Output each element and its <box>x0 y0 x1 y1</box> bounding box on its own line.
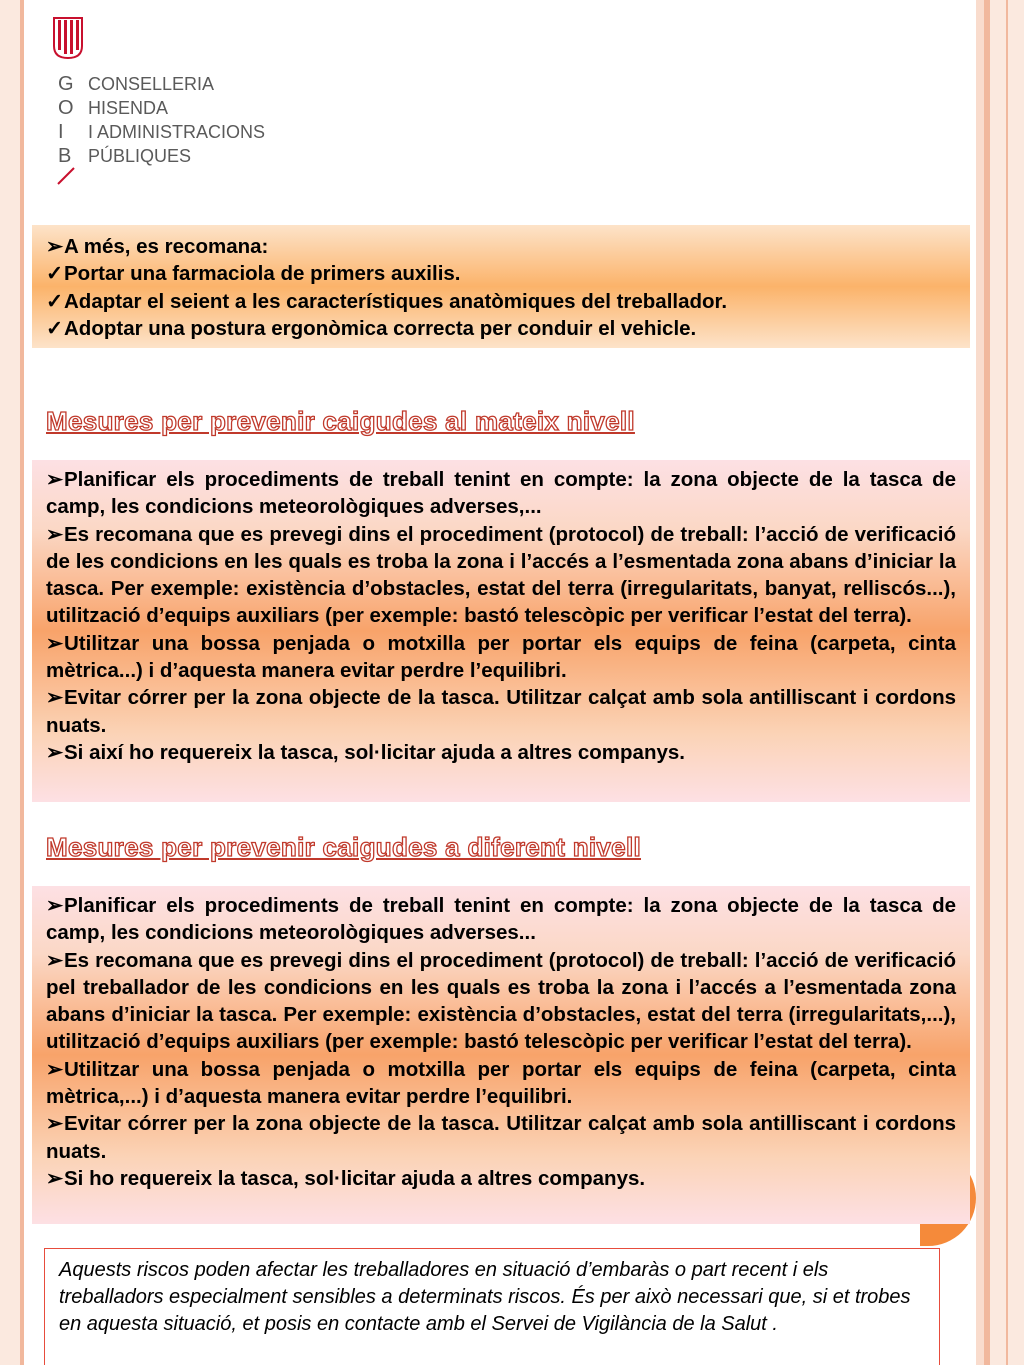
arrow-bullet-icon: ➢ <box>46 468 64 491</box>
logo-letter: B <box>58 145 72 167</box>
arrow-bullet-icon: ➢ <box>46 1166 64 1190</box>
health-surveillance-note <box>44 1248 940 1365</box>
logo-line: HISENDA <box>88 98 169 118</box>
arrow-bullet-icon: ➢ <box>46 1057 64 1081</box>
arrow-bullet-icon: ➢ <box>46 948 64 972</box>
logo-line: CONSELLERIA <box>88 74 215 94</box>
arrow-bullet-icon: ➢ <box>46 631 64 655</box>
side-stripe-right <box>976 0 984 1365</box>
list-item: ➢Planificar els procediments de treball tenint en compte: la zona objecte de la tasca de camp, les condicions meteorològiques adverses... <box>46 894 956 945</box>
arrow-bullet-icon: ➢ <box>46 740 64 764</box>
different-level-falls-box <box>32 886 970 1224</box>
list-item: ➢Utilitzar una bossa penjada o motxilla per portar els equips de feina (carpeta, cinta mètrica...) i d’aquesta manera evitar perdre l’equilibri. <box>46 631 956 683</box>
logo-line: I ADMINISTRACIONS <box>88 122 266 142</box>
list-item: ➢Es recomana que es prevegi dins el procediment (protocol) de treball: l’acció de verificació pel treballador de les condicions en les quals es troba la zona i l’accés a l’esmentada zona abans d’iniciar la tasca. Per exemple: existència d’obstacles, estat del terra (irregularitats,...), utilització d’equips auxiliars (per exemple: bastó telescòpic per verificar l’estat del terra). <box>46 948 956 1054</box>
list-item: ➢A més, es recomana: <box>46 233 956 260</box>
coat-of-arms-icon <box>52 16 84 60</box>
same-level-falls-box <box>32 460 970 802</box>
checkmark-icon: ✓ <box>46 289 64 313</box>
logo-slash-icon <box>56 166 76 186</box>
goib-logo <box>50 16 290 191</box>
logo-letter: I <box>58 121 64 143</box>
list-item: ✓Adaptar el seient a les característiques anatòmiques del treballador. <box>46 288 956 315</box>
list-item: ➢Es recomana que es prevegi dins el procediment (protocol) de treball: l’acció de verificació de les condicions en les quals es troba la zona i l’accés a l’esmentada zona abans d’iniciar la tasca. Per exemple: existència d’obstacles, estat del terra (irregularitats, banyat, relliscós...), utilització d’equips auxiliars (per exemple: bastó telescòpic per verificar l’estat del terra). <box>46 522 956 628</box>
list-item: ✓Portar una farmaciola de primers auxilis. <box>46 260 956 287</box>
list-item: ✓Adoptar una postura ergonòmica correcta per conduir el vehicle. <box>46 315 956 342</box>
section-heading-same-level-falls: Mesures per prevenir caigudes al mateix nivell <box>46 406 635 436</box>
checkmark-icon: ✓ <box>46 316 64 340</box>
note-text: Aquests riscos poden afectar les treballadores en situació d’embaràs o part recent i els treballadors especialment sensibles a determinats riscos. És per això necessari que, si et trobes en aquesta situació, et posis en contacte amb el Servei de Vigilància de la Salut . <box>59 1259 911 1335</box>
logo-letter: O <box>58 97 74 119</box>
section-heading-different-level-falls: Mesures per prevenir caigudes a diferent nivell <box>46 832 641 862</box>
logo-letters <box>58 72 74 168</box>
arrow-bullet-icon: ➢ <box>46 686 64 710</box>
arrow-bullet-icon: ➢ <box>46 522 64 546</box>
checkmark-icon: ✓ <box>46 262 64 286</box>
arrow-bullet-icon: ➢ <box>46 894 64 917</box>
list-item: ➢Planificar els procediments de treball tenint en compte: la zona objecte de la tasca de camp, les condicions meteorològiques adverses,... <box>46 468 956 519</box>
list-item: ➢Evitar córrer per la zona objecte de la tasca. Utilitzar calçat amb sola antilliscant i cordons nuats. <box>46 1112 956 1163</box>
intro-recommendations-box <box>32 225 970 348</box>
list-item: ➢Evitar córrer per la zona objecte de la tasca. Utilitzar calçat amb sola antilliscant i cordons nuats. <box>46 686 956 737</box>
side-stripe-left-line <box>20 0 24 1365</box>
logo-letter: G <box>58 73 74 95</box>
side-stripe-left <box>0 0 20 1365</box>
arrow-bullet-icon: ➢ <box>46 235 64 258</box>
list-item: ➢Utilitzar una bossa penjada o motxilla per portar els equips de feina (carpeta, cinta mètrica,...) i d’aquesta manera evitar perdre l’equilibri. <box>46 1057 956 1109</box>
list-item: ➢Si ho requereix la tasca, sol·licitar ajuda a altres companys. <box>46 1165 956 1192</box>
side-stripe-right-thin <box>1006 0 1008 1365</box>
arrow-bullet-icon: ➢ <box>46 1112 64 1136</box>
logo-line: PÚBLIQUES <box>88 146 192 166</box>
list-item: ➢Si així ho requereix la tasca, sol·licitar ajuda a altres companys. <box>46 739 956 766</box>
logo-text <box>88 72 265 168</box>
